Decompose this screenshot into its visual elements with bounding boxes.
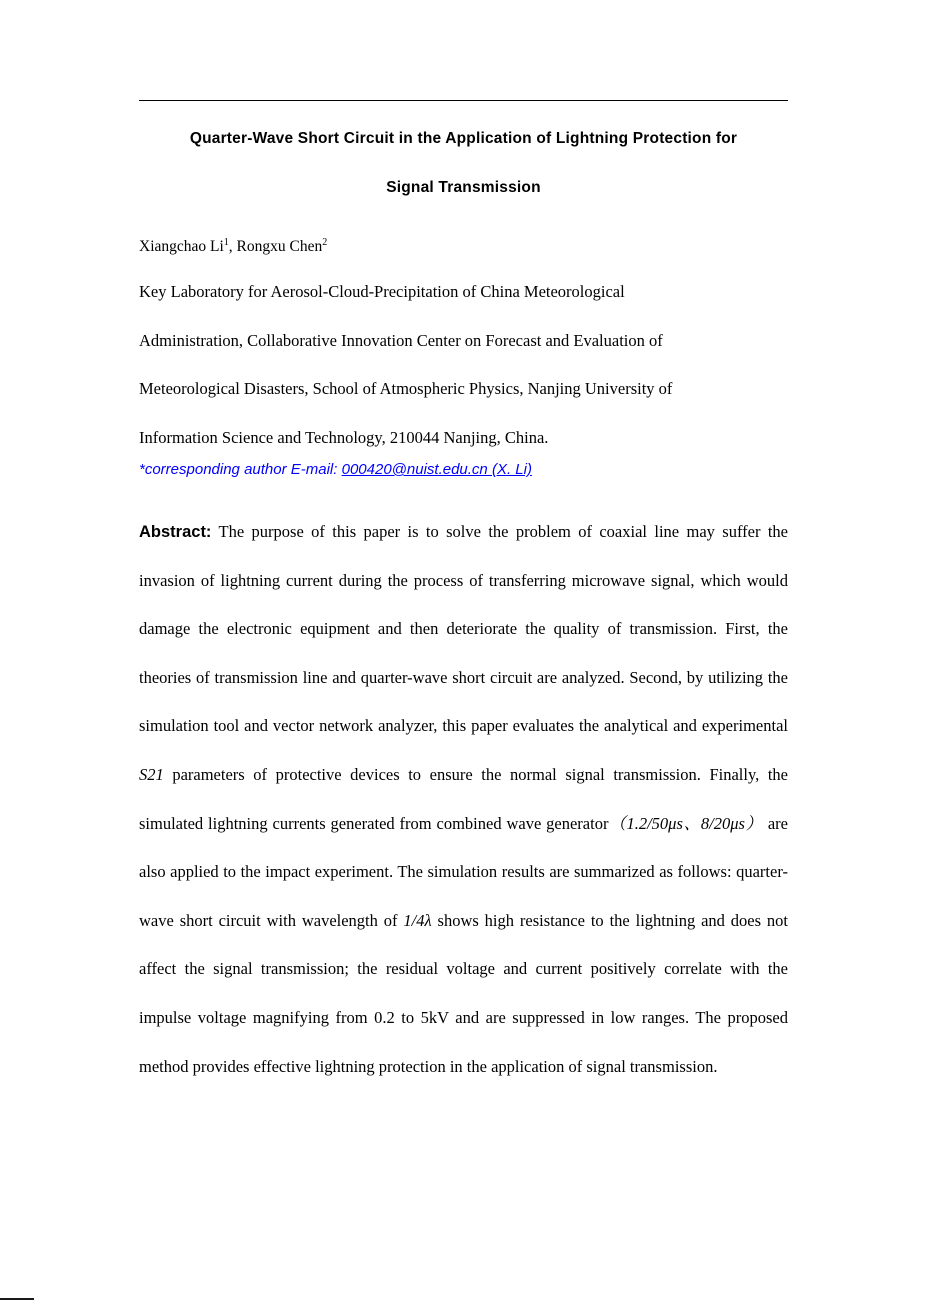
abstract-s21-parameter: S21	[139, 764, 164, 784]
abstract-label: Abstract:	[139, 523, 212, 541]
affiliation-line-4: Information Science and Technology, 210044 Nanjing, China.	[139, 427, 549, 447]
page-edge-artifact	[0, 1298, 34, 1300]
author-name-2: Rongxu Chen	[236, 238, 323, 255]
abstract-wavelength-term: 1/4λ	[403, 910, 432, 930]
affiliation-line-2: Administration, Collaborative Innovation Center on Forecast and Evaluation of	[139, 330, 663, 350]
affiliation-line-3: Meteorological Disasters, School of Atmospheric Physics, Nanjing University of	[139, 379, 673, 398]
authors-line	[139, 236, 788, 258]
author-name-1: Xiangchao Li	[139, 238, 224, 255]
corresponding-author-prefix: *corresponding author E-mail:	[139, 461, 342, 478]
abstract-text-part-3: are also applied to the impact experiment. The simulation results are summarized as follows: quarter-wave short circuit with wavelength of	[139, 813, 788, 930]
corresponding-author-line	[139, 459, 788, 481]
header-rule	[139, 100, 788, 101]
abstract-waveform-values: （1.2/50μs、8/20μs）	[608, 813, 763, 833]
abstract-text-part-4: shows high resistance to the lightning and does not affect the signal transmission; the residual voltage and current positively correlate with the impulse voltage magnifying from 0.2 to 5kV and are suppressed in low ranges. The proposed method provides effective lightning protection in the application of signal transmission.	[139, 910, 789, 1076]
paper-title-line-2: Signal Transmission	[386, 179, 541, 196]
author-affiliation-marker-2: 2	[322, 236, 328, 248]
author-separator: ,	[228, 238, 237, 255]
abstract-text-part-2: parameters of protective devices to ensure the normal signal transmission. Finally, the simulated lightning currents generated from combined wave generator	[139, 764, 788, 833]
abstract-text-part-1: The purpose of this paper is to solve the problem of coaxial line may suffer the invasion of lightning current during the process of transferring microwave signal, which would damage the electronic equipment and then deteriorate the quality of transmission. First, the theories of transmission line and quarter-wave short circuit are analyzed. Second, by utilizing the simulation tool and vector network analyzer, this paper evaluates the analytical and experimental	[139, 522, 788, 736]
paper-title	[139, 114, 788, 212]
abstract-paragraph	[139, 508, 788, 1091]
paper-title-line-1: Quarter-Wave Short Circuit in the Application of Lightning Protection for	[189, 130, 738, 147]
affiliation-text	[139, 268, 799, 462]
author-affiliation-marker-1: 1	[223, 236, 229, 248]
email-link[interactable]: 000420@nuist.edu.cn (X. Li)	[341, 461, 532, 478]
affiliation-line-1: Key Laboratory for Aerosol-Cloud-Precipitation of China Meteorological	[139, 282, 625, 301]
